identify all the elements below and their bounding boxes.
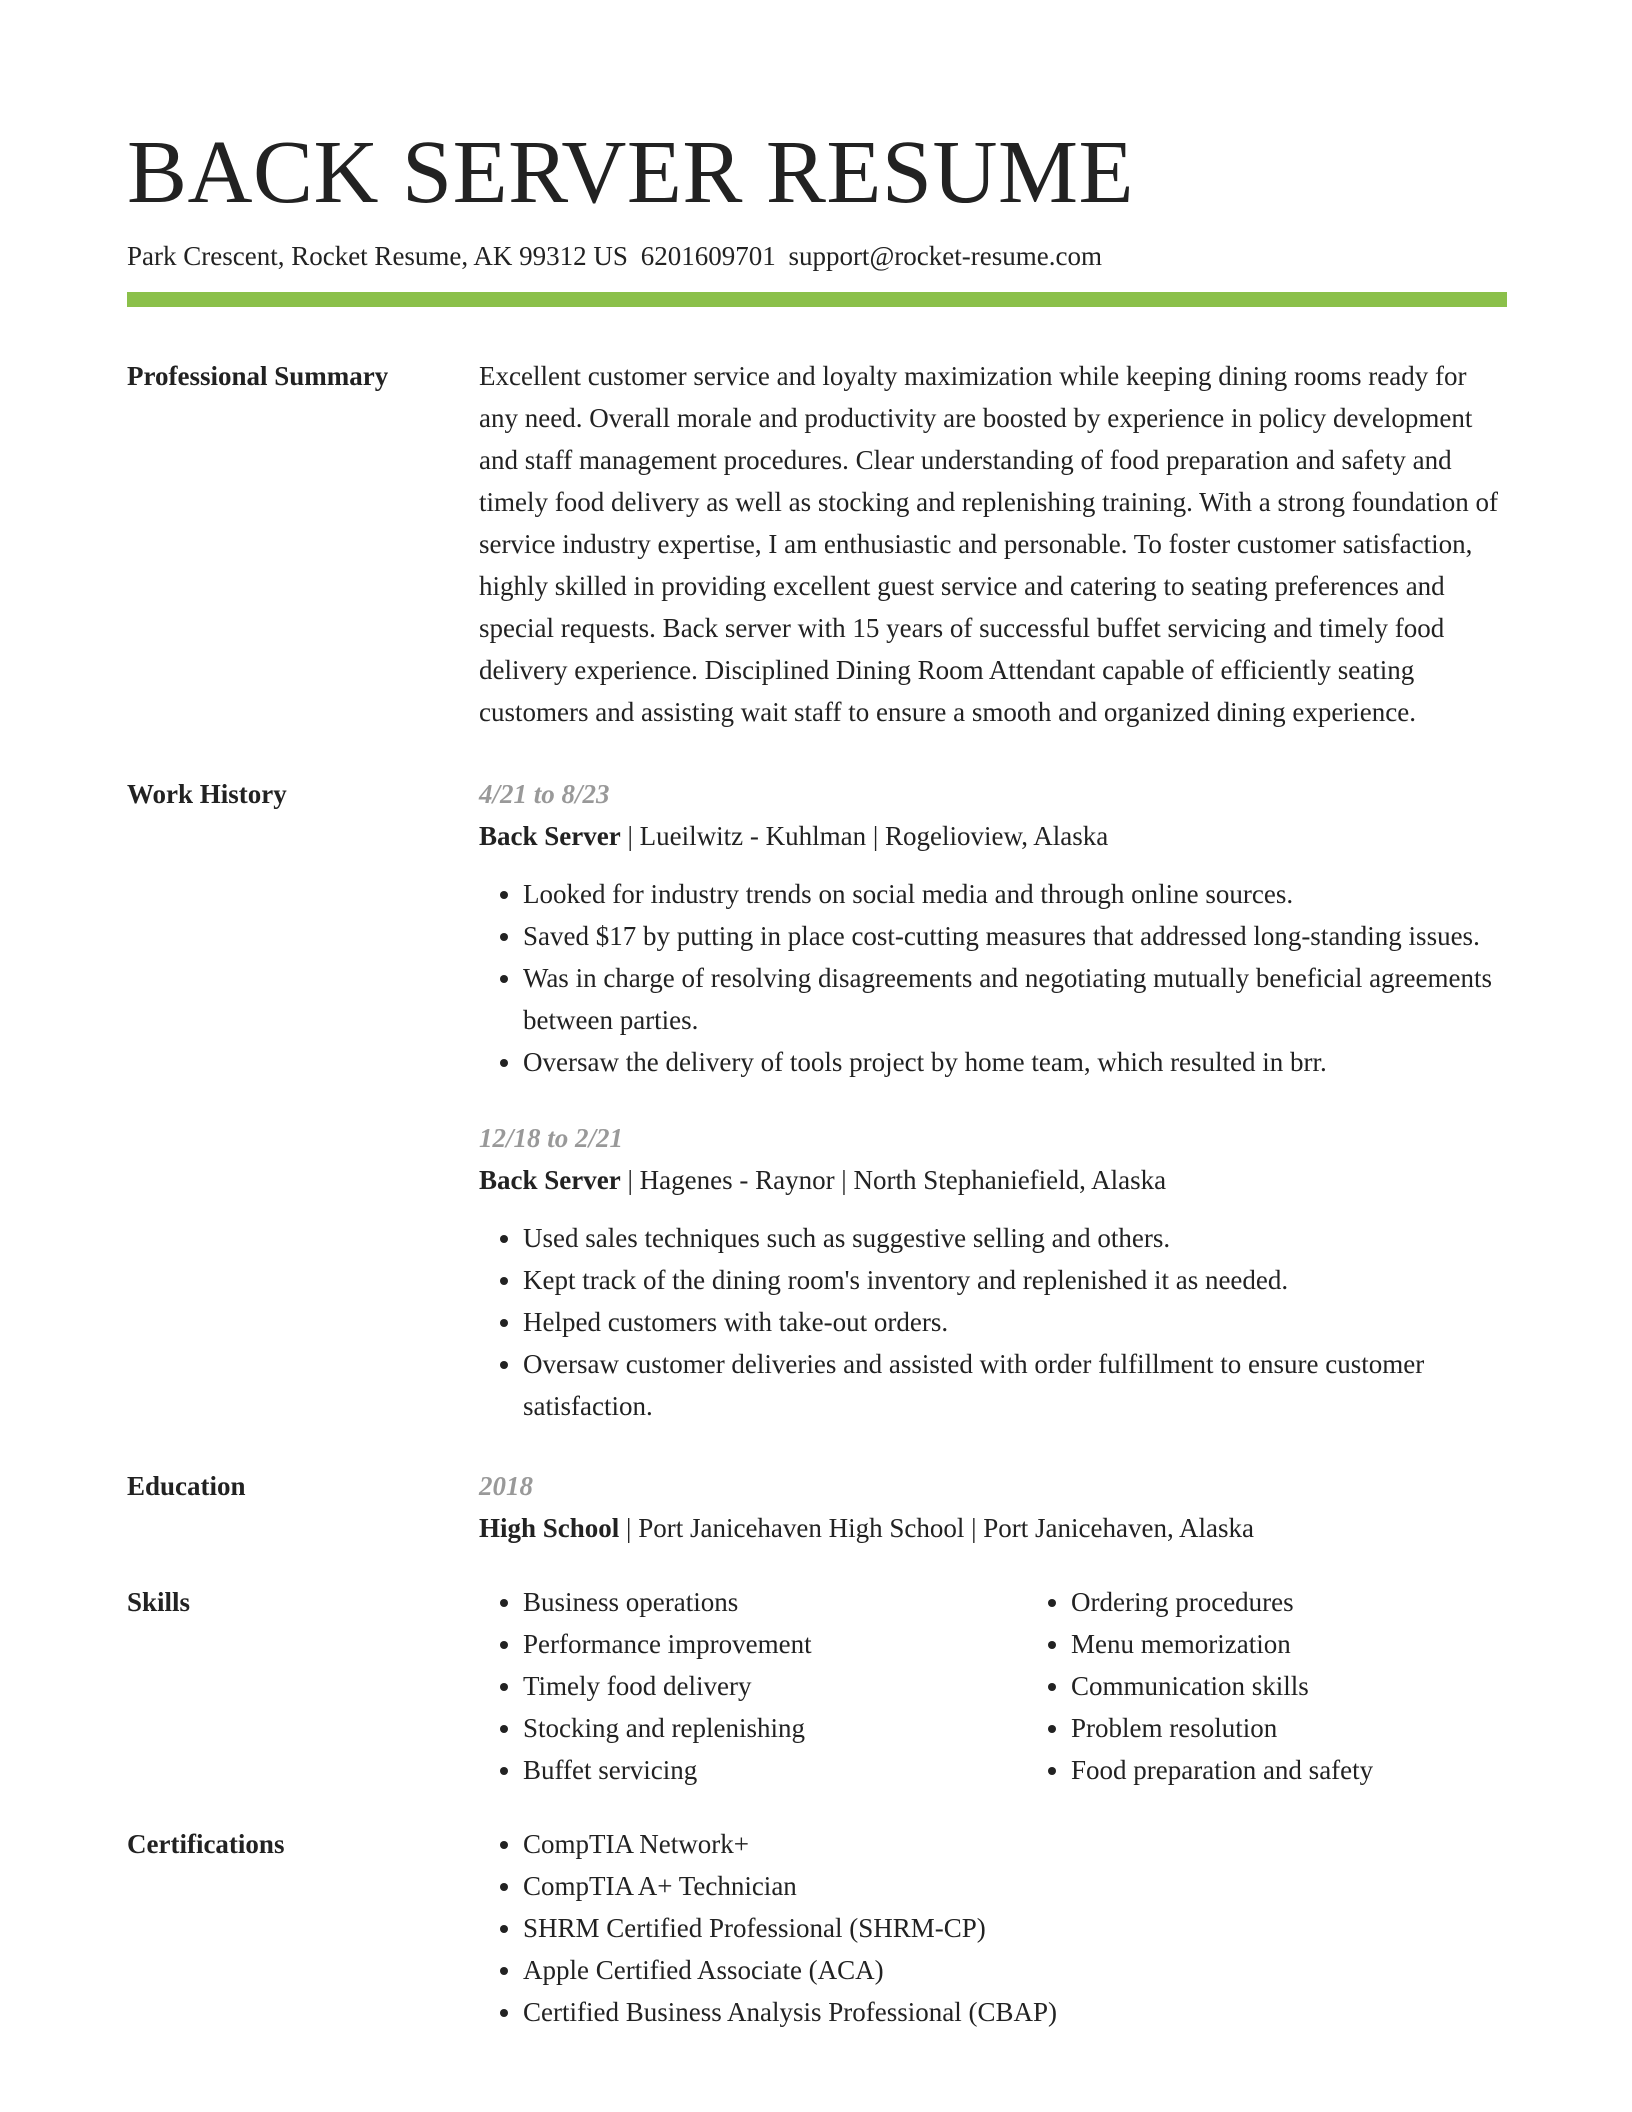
skills-section: [127, 1581, 1507, 1791]
contact-address: Park Crescent, Rocket Resume, AK 99312 US: [127, 241, 628, 271]
education-body: [479, 1465, 1507, 1549]
certifications-list: [479, 1823, 1507, 2033]
skills-body: [479, 1581, 1507, 1791]
job-details: | Hagenes - Raynor | North Stephaniefield, Alaska: [620, 1165, 1167, 1195]
summary-body: [479, 355, 1507, 733]
job-role: Back Server: [479, 821, 621, 851]
certification-item: • CompTIA A+ Technician: [523, 1865, 1507, 1907]
skills-columns: [479, 1581, 1507, 1791]
certification-item: • Apple Certified Associate (ACA): [523, 1949, 1507, 1991]
resume-title: BACK SERVER RESUME: [127, 123, 1134, 222]
job-dates: 12/18 to 2/21: [479, 1123, 624, 1153]
header-divider: [127, 292, 1507, 307]
certification-item: • Certified Business Analysis Professional (CBAP): [523, 1991, 1507, 2033]
work-history-body: [479, 773, 1507, 1427]
work-history-section: [127, 773, 1507, 1427]
job-bullets: [479, 873, 1507, 1083]
skill-item: • Buffet servicing: [523, 1749, 1027, 1791]
certifications-body: [479, 1823, 1507, 2033]
job-role: Back Server: [479, 1165, 621, 1195]
job-bullet: • Saved $17 by putting in place cost-cutting measures that addressed long-standing issues.: [523, 915, 1507, 957]
summary-text: Excellent customer service and loyalty maximization while keeping dining rooms ready for any need. Overall morale and productivity are boosted by experience in policy development and staff management procedures. Clear understanding of food preparation and safety and timely food delivery as well as stocking and replenishing training. With a strong foundation of service industry expertise, I am enthusiastic and personable. To foster customer satisfaction, highly skilled in providing excellent guest service and catering to seating preferences and special requests. Back server with 15 years of successful buffet servicing and timely food delivery experience. Disciplined Dining Room Attendant capable of efficiently seating customers and assisting wait staff to ensure a smooth and organized dining experience.: [479, 361, 1498, 727]
job-dates: 4/21 to 8/23: [479, 779, 610, 809]
job-bullet: • Used sales techniques such as suggestive selling and others.: [523, 1217, 1507, 1259]
contact-email[interactable]: support@rocket-resume.com: [788, 241, 1102, 271]
skill-item: • Business operations: [523, 1581, 1027, 1623]
education-details: | Port Janicehaven High School | Port Janicehaven, Alaska: [619, 1513, 1254, 1543]
section-title-education: Education: [127, 1471, 246, 1501]
education-degree: High School: [479, 1513, 620, 1543]
skills-list-left: [479, 1581, 1027, 1791]
job-bullet: • Oversaw the delivery of tools project by home team, which resulted in brr.: [523, 1041, 1507, 1083]
job-heading: [479, 1159, 1507, 1201]
skill-item: • Timely food delivery: [523, 1665, 1027, 1707]
section-title-summary: Professional Summary: [127, 361, 389, 391]
section-title-certifications: Certifications: [127, 1829, 285, 1859]
section-title-skills: Skills: [127, 1587, 191, 1617]
certification-item: • SHRM Certified Professional (SHRM-CP): [523, 1907, 1507, 1949]
job-bullet: • Helped customers with take-out orders.: [523, 1301, 1507, 1343]
job-entry: [479, 773, 1507, 1083]
job-entry: [479, 1117, 1507, 1427]
skill-item: • Problem resolution: [1071, 1707, 1373, 1749]
education-section: [127, 1465, 1507, 1549]
summary-section: [127, 355, 1507, 733]
skill-item: • Ordering procedures: [1071, 1581, 1373, 1623]
skill-item: • Food preparation and safety: [1071, 1749, 1373, 1791]
contact-phone: 6201609701: [640, 241, 776, 271]
skill-item: • Communication skills: [1071, 1665, 1373, 1707]
section-title-work: Work History: [127, 779, 287, 809]
job-bullets: [479, 1217, 1507, 1427]
job-bullet: • Kept track of the dining room's inventory and replenished it as needed.: [523, 1259, 1507, 1301]
skill-item: • Stocking and replenishing: [523, 1707, 1027, 1749]
job-heading: [479, 815, 1507, 857]
job-details: | Lueilwitz - Kuhlman | Rogelioview, Alaska: [620, 821, 1109, 851]
contact-line: [127, 236, 1507, 276]
job-bullet: • Was in charge of resolving disagreements and negotiating mutually beneficial agreements between parties.: [523, 957, 1507, 1041]
job-bullet: • Oversaw customer deliveries and assisted with order fulfillment to ensure customer satisfaction.: [523, 1343, 1507, 1427]
skill-item: • Menu memorization: [1071, 1623, 1373, 1665]
skill-item: • Performance improvement: [523, 1623, 1027, 1665]
education-heading: [479, 1507, 1507, 1549]
education-year: 2018: [479, 1471, 533, 1501]
certification-item: • CompTIA Network+: [523, 1823, 1507, 1865]
skills-list-right: [1027, 1581, 1373, 1791]
certifications-section: [127, 1823, 1507, 2033]
job-bullet: • Looked for industry trends on social media and through online sources.: [523, 873, 1507, 915]
